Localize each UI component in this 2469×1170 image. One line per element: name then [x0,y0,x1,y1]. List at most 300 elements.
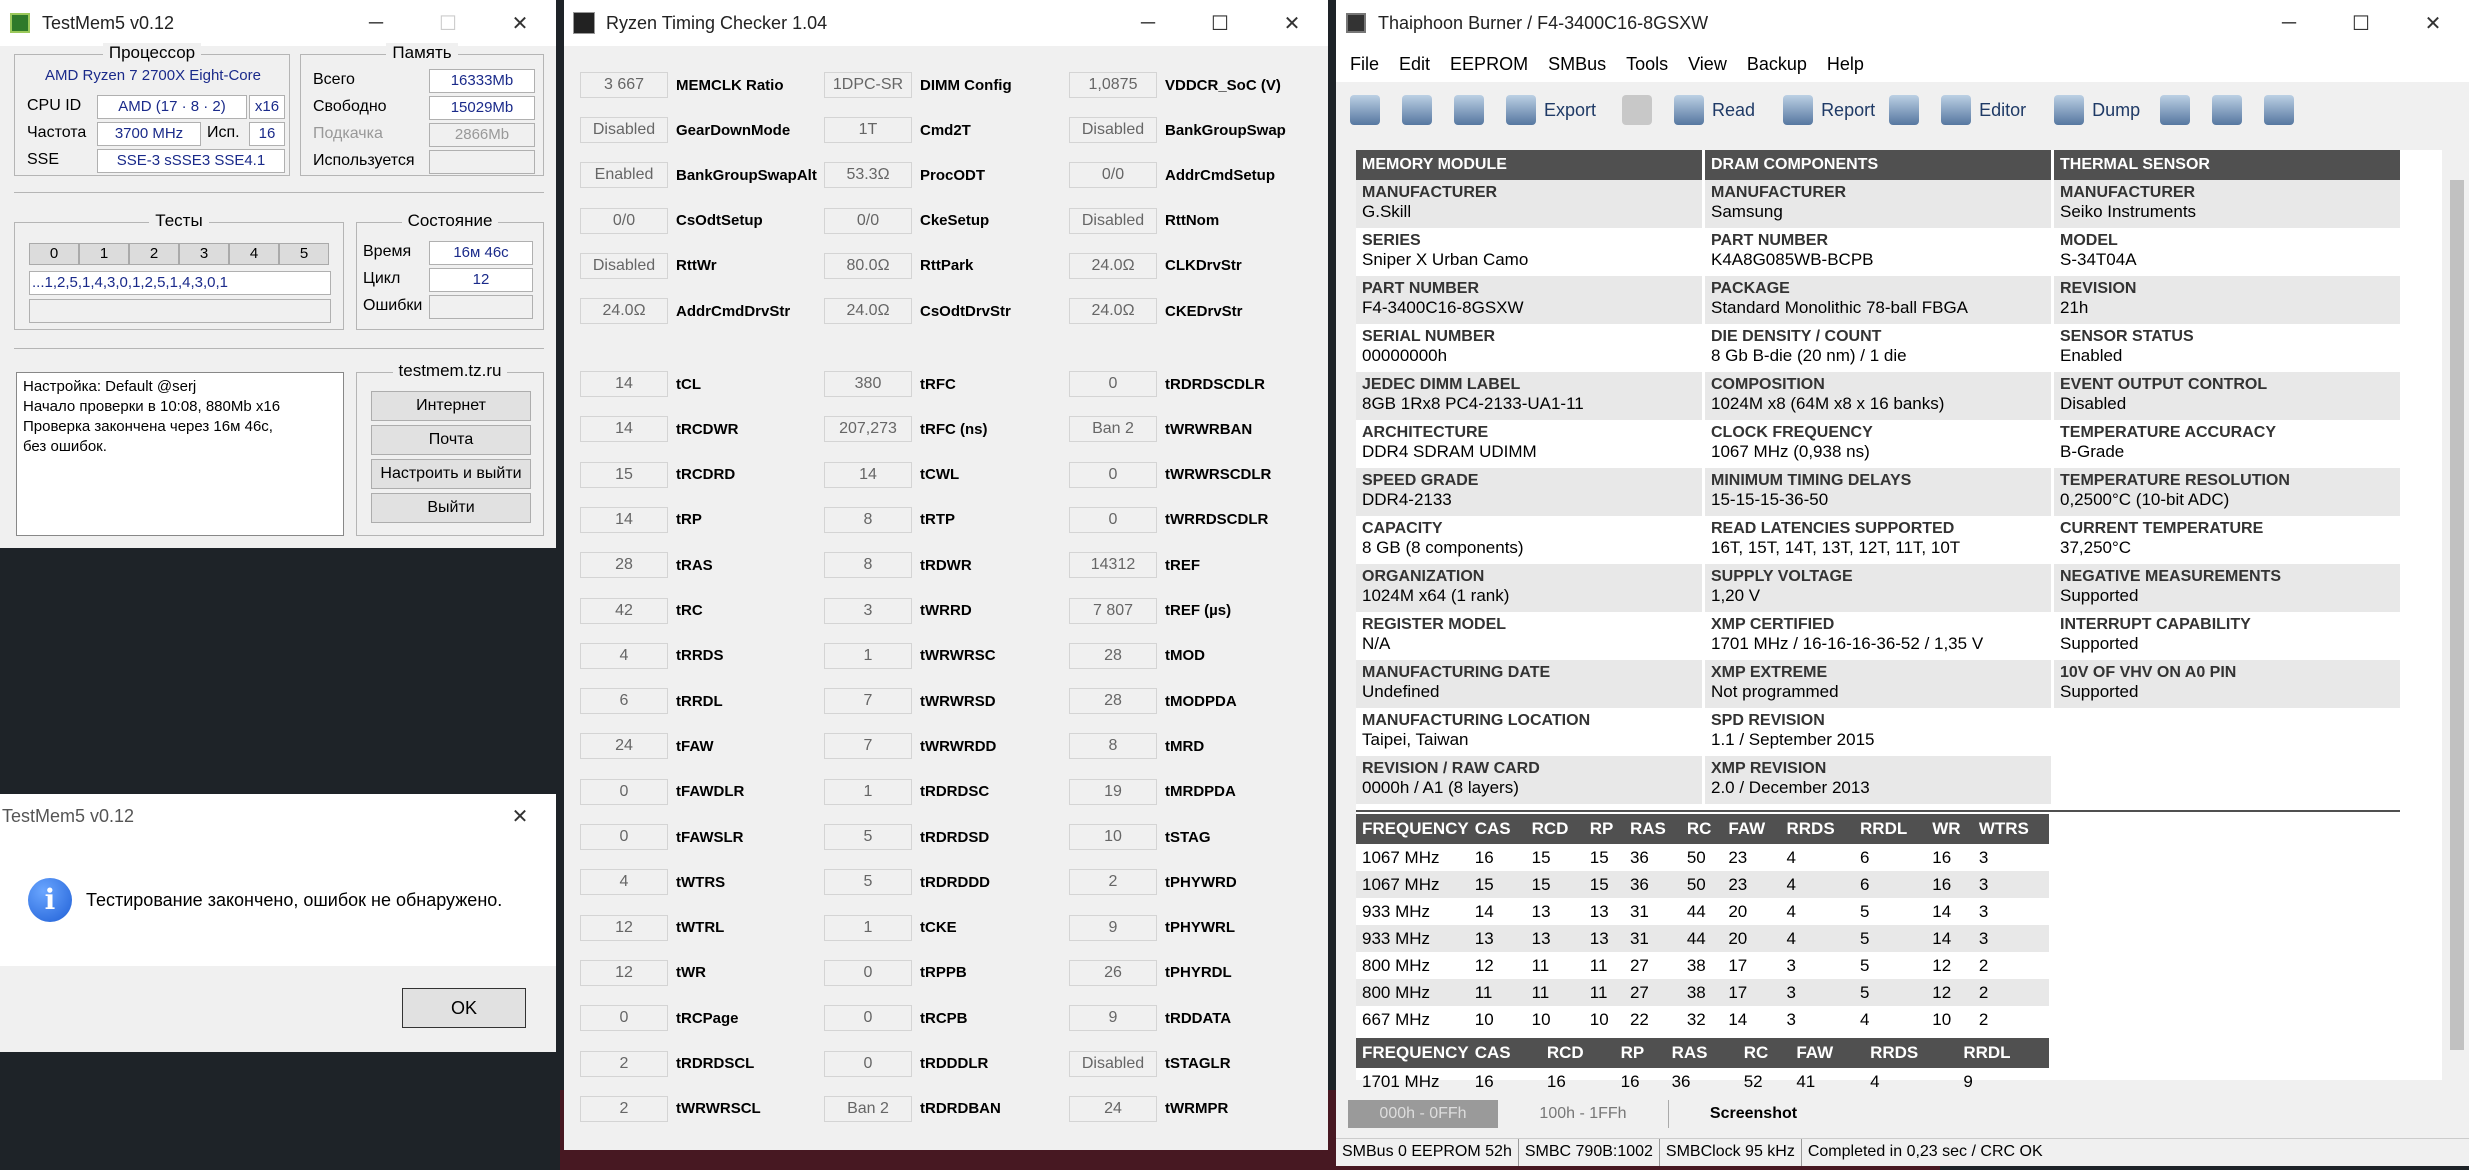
menu-file[interactable]: File [1350,53,1380,74]
timing-csodtdrvstr [824,298,1011,324]
menu-view[interactable]: View [1688,53,1727,74]
spd-field-value: 37,250°C [2060,538,2132,557]
table-cell: 11 [1526,979,1584,1006]
timing-value: 5 [824,824,912,850]
table-cell: 16 [1932,847,1952,867]
timing-tfawdlr [580,779,744,805]
timing-label: tWRRDSCDLR [1165,511,1269,529]
scrollbar-thumb[interactable] [2450,180,2464,1050]
spd-field-label: COMPOSITION [1711,376,1825,393]
timing-label: DIMM Config [920,76,1012,94]
tools-tool[interactable] [1889,95,1927,125]
timing-label: BankGroupSwap [1165,121,1286,139]
column-header: RRDL [1854,814,1926,844]
table-cell: 23 [1728,847,1748,867]
spd-field-value: N/A [1362,634,1391,653]
status-smbus: SMBus 0 EEPROM 52h [1336,1139,1519,1166]
table-cell: 12 [1474,955,1494,975]
table-cell: 16 [1926,871,1973,898]
table-cell: 2 [1973,979,2049,1006]
column-header: CAS [1469,814,1526,844]
timing-label: CKEDrvStr [1165,302,1243,320]
save-icon [1454,95,1484,125]
timing-trdrdban [824,1096,1001,1122]
table-cell: 4 [1780,925,1854,952]
table-cell: 17 [1722,979,1780,1006]
lock-tool[interactable] [1622,95,1660,125]
timing-tref [1069,552,1200,578]
timing-trrdl [580,688,723,714]
timing-label: tREF (µs) [1165,602,1232,619]
column-header: RC [1738,1038,1791,1068]
maximize-button[interactable]: ☐ [439,12,457,35]
timing-label: tWRWRBAN [1165,420,1253,438]
timing-label: tRDDDLR [920,1055,989,1072]
timing-label: tRCDWR [676,420,739,438]
spd-field-value: Not programmed [1711,682,1839,701]
timing-trddata [1069,1005,1231,1031]
spd-field-value: 0,2500°C (10-bit ADC) [2060,490,2230,509]
timing-value: 14 [580,416,668,442]
timing-trppb [824,960,967,986]
timing-value: 14 [580,507,668,533]
timing-value: 0/0 [1069,162,1157,188]
spd-field-value: Sniper X Urban Camo [1362,250,1529,269]
timing-value: 24.0Ω [580,298,668,324]
menu-tools[interactable]: Tools [1626,53,1669,74]
timing-label: tCWL [920,466,960,484]
spd-report [1356,150,2442,1091]
timing-trdrdsd [824,824,989,850]
table-row [1356,925,2049,952]
spd-field-label: JEDEC DIMM LABEL [1362,376,1521,393]
table-cell: 11 [1584,979,1624,1006]
timing-value: 8 [824,507,912,533]
timing-tmod [1069,643,1205,669]
mail-button[interactable]: Почта [371,425,531,455]
table-cell: 1701 MHz [1362,1071,1440,1091]
spd-field-label: EVENT OUTPUT CONTROL [2060,376,2268,393]
timing-label: tFAW [676,737,714,755]
table-cell: 36 [1624,871,1681,898]
log-box[interactable] [16,372,344,536]
close-button[interactable]: ✕ [511,12,529,35]
cpu-group-title: Процессор [103,43,201,62]
spd-field-label: XMP CERTIFIED [1711,616,1835,633]
column-header: FAW [1722,814,1780,844]
cpu-threads: x16 [249,95,285,119]
spd-field [2054,276,2400,324]
timing-memclk-ratio [580,72,784,98]
timing-label: tWRRD [920,602,972,619]
tab-000h[interactable]: 000h - 0FFh [1348,1100,1498,1128]
table-cell: 2 [1978,1009,1989,1029]
minimize-button[interactable]: ─ [2281,11,2297,34]
timing-value: 1T [824,117,912,143]
spd-field [1705,276,2051,324]
lock-icon [1622,95,1652,125]
test-number-row [29,243,329,265]
save-tool[interactable] [1454,95,1492,125]
table-cell: 10 [1474,1009,1494,1029]
table-cell: 5 [1860,901,1870,921]
timing-tcke [824,915,957,941]
dialog-title: TestMem5 v0.12 [2,805,135,826]
report-button[interactable] [1783,95,1875,125]
export-button[interactable] [1506,95,1596,125]
close-button[interactable]: ✕ [2424,12,2442,35]
spd-field-label: MANUFACTURING DATE [1362,664,1551,681]
spd-field [1356,324,1702,372]
editor-button[interactable] [1941,95,2026,125]
close-button[interactable]: ✕ [1283,12,1301,35]
maximize-button[interactable]: ☐ [1211,12,1229,35]
timing-label: tWTRS [676,873,726,891]
spd-field-label: REVISION [2060,280,2137,297]
export-icon [1506,95,1536,125]
table-cell: 44 [1686,901,1706,921]
timing-tphywrd [1069,869,1237,895]
timing-value: 24.0Ω [1069,298,1157,324]
timing-twrwrsc [824,643,996,669]
spd-field [1356,468,1702,516]
spd-field-value: Enabled [2060,346,2123,365]
table-cell: 16 [1546,1071,1566,1091]
timing-value: 3 667 [580,72,668,98]
table-row [1356,1006,2049,1033]
timing-frequency-table [1356,814,2049,1033]
tests-group-title: Тесты [149,211,208,230]
timing-label: tREF [1165,556,1200,574]
timing-trdrdscl [580,1051,754,1077]
timing-label: tSTAGLR [1165,1055,1231,1072]
table-cell: 11 [1589,955,1608,975]
column-header: RCD [1526,814,1584,844]
wave-tool[interactable] [2264,95,2302,125]
table-row [1356,844,2049,871]
timing-label: tRFC (ns) [920,420,988,438]
ok-button[interactable]: OK [402,988,526,1028]
column-header: WTRS [1973,814,2049,844]
timing-label: tRCPage [676,1009,739,1027]
timing-trfc [824,371,956,397]
time-label: Время [363,243,412,260]
timing-value: 4 [580,869,668,895]
minimize-button[interactable]: ─ [368,11,384,34]
settings-tool[interactable] [1350,95,1388,125]
timing-value: 24.0Ω [1069,253,1157,279]
open-tool[interactable] [1402,95,1440,125]
timing-tstaglr [1069,1051,1231,1077]
spd-field-label: SPD REVISION [1711,712,1825,729]
table-cell: 14 [1932,901,1952,921]
timing-label: tWRWRSD [920,692,996,710]
timing-value: 0/0 [580,208,668,234]
timing-trdrdsc [824,779,989,805]
spd-field-label: TEMPERATURE ACCURACY [2060,424,2276,441]
timing-value: 7 807 [1069,598,1157,624]
table-cell: 15 [1531,847,1551,867]
site-link[interactable]: testmem.tz.ru [393,361,508,380]
menu-help[interactable]: Help [1826,53,1864,74]
test-cell: 3 [179,243,229,265]
maximize-button[interactable]: ☐ [2352,12,2370,35]
table-cell: 16 [1474,1071,1494,1091]
status-completed: Completed in 0,23 sec / CRC OK [1807,1143,2043,1160]
timing-ckedrvstr [1069,298,1243,324]
tab-100h[interactable]: 100h - 1FFh [1539,1105,1627,1122]
timing-label: AddrCmdSetup [1165,166,1275,184]
table-row [1356,979,2049,1006]
table-cell: 4 [1870,1071,1880,1091]
table-cell: 22 [1629,1009,1649,1029]
timing-tphyrdl [1069,960,1232,986]
cpu-id-label: CPU ID [27,97,82,114]
column-header: RAS [1624,814,1681,844]
spd-field-value: 16T, 15T, 14T, 13T, 12T, 11T, 10T [1711,538,1961,557]
timing-label: tPHYWRD [1165,873,1237,891]
table-cell: 20 [1722,925,1780,952]
timing-label: tWR [676,964,706,982]
timing-trtp [824,507,955,533]
timing-value: 2 [1069,869,1157,895]
dialog-message: Тестирование закончено, ошибок не обнаружено. [86,890,503,910]
spd-field-label: MINIMUM TIMING DELAYS [1711,472,1912,489]
dump-button[interactable] [2054,95,2140,125]
spd-field-value: Supported [2060,634,2139,653]
timing-value: 0 [580,824,668,850]
timing-label: tPHYRDL [1165,964,1232,982]
table-cell: 933 MHz [1356,925,1469,952]
timing-label: tRDRDSC [920,783,990,801]
tab-screenshot[interactable]: Screenshot [1668,1100,1838,1128]
timing-ckesetup [824,208,989,234]
total-label: Всего [313,71,355,88]
menu-edit[interactable]: Edit [1399,53,1431,74]
log-line: Проверка закончена через 16м 46с, [23,418,273,435]
free-label: Свободно [313,98,387,115]
spd-field-label: MANUFACTURER [1362,184,1498,201]
timing-addrcmdsetup [1069,162,1275,188]
spd-field-label: NEGATIVE MEASUREMENTS [2060,568,2282,585]
timing-value: Disabled [1069,208,1157,234]
timing-trcdwr [580,416,738,442]
read-button[interactable] [1674,95,1755,125]
rtc-window [564,0,1328,1150]
menu-smbus[interactable]: SMBus [1548,53,1607,74]
spd-field-label: XMP EXTREME [1711,664,1828,681]
timing-value: 8 [824,552,912,578]
timing-label: tRDRDDD [920,873,990,891]
timing-label: tRTP [920,511,955,529]
timing-value: 380 [824,371,912,397]
spd-field-value: 1.1 / September 2015 [1711,730,1875,749]
tab-strip [1348,1100,1988,1128]
timing-label: ProcODT [920,166,986,184]
timing-label: tMOD [1165,647,1205,665]
spd-field-label: 10V OF VHV ON A0 PIN [2060,664,2237,681]
table-cell: 14 [1474,901,1494,921]
time-value: 16м 46с [429,241,533,265]
spd-field-value: G.Skill [1362,202,1412,221]
swap-label: Подкачка [313,125,383,142]
timing-label: tRP [676,511,702,529]
spd-field-value: Samsung [1711,202,1783,221]
errors-label: Ошибки [363,297,423,314]
timing-label: tWRMPR [1165,1100,1229,1118]
timing-bankgroupswapalt [580,162,817,188]
log-line: Начало проверки в 10:08, 880Mb x16 [23,398,281,415]
timing-value: 12 [580,915,668,941]
column-header: RAS [1666,1038,1738,1068]
timing-value: 0 [824,960,912,986]
timing-label: tRAS [676,556,713,574]
editor-label: Editor [1979,99,2027,120]
thaiphoon-title: Thaiphoon Burner / F4-3400C16-8GSXW [1378,12,1709,33]
spd-field-label: REGISTER MODEL [1362,616,1507,633]
timing-rttnom [1069,208,1219,234]
configure-exit-button[interactable]: Настроить и выйти [371,459,531,489]
spd-field-label: REVISION / RAW CARD [1362,760,1540,777]
table-cell: 800 MHz [1362,955,1431,975]
timing-value: 1 [824,915,912,941]
cpu-group [14,43,290,176]
timing-value: Disabled [580,117,668,143]
spd-field-value: 2.0 / December 2013 [1711,778,1870,797]
timing-label: tRDRDBAN [920,1100,1001,1118]
completion-dialog [0,794,556,1052]
section-header: DRAM COMPONENTS [1705,150,2051,180]
timing-twrwrscdlr [1069,462,1271,488]
timing-value: 28 [580,552,668,578]
free-value: 15029Mb [429,96,535,120]
spd-field-value: 8 Gb B-die (20 nm) / 1 die [1711,346,1907,365]
report-icon [1783,95,1813,125]
menu-eeprom[interactable]: EEPROM [1450,53,1529,74]
column-header: FREQUENCY [1356,814,1469,844]
dialog-close-button[interactable]: ✕ [511,805,529,828]
timing-tphywrl [1069,915,1235,941]
minimize-button[interactable]: ─ [1140,11,1156,34]
spd-field-label: SUPPLY VOLTAGE [1711,568,1853,585]
internet-button[interactable]: Интернет [371,391,531,421]
timing-addrcmddrvstr [580,298,790,324]
column-header: RP [1615,1038,1666,1068]
table-cell: 27 [1629,955,1649,975]
timing-value: 3 [824,598,912,624]
timing-twrrd [824,598,972,624]
sse-label: SSE [27,151,60,168]
timing-label: CkeSetup [920,212,990,230]
exit-button[interactable]: Выйти [371,493,531,523]
rtc-title: Ryzen Timing Checker 1.04 [606,12,828,33]
spd-field-label: MANUFACTURER [2060,184,2196,201]
timing-label: tRRDS [676,647,724,665]
timing-trdwr [824,552,972,578]
gear-icon [1350,95,1380,125]
timing-label: tWRWRSC [920,647,996,665]
document-icon [2212,95,2242,125]
timing-value: 0 [1069,371,1157,397]
timing-value: Enabled [580,162,668,188]
site-group [356,361,544,536]
spd-field-value: S-34T04A [2060,250,2137,269]
table-cell: 15 [1469,871,1526,898]
timing-value: 24.0Ω [824,298,912,324]
timing-tfaw [580,733,714,759]
timing-label: tWTRL [676,919,725,937]
spd-field-label: ARCHITECTURE [1362,424,1489,441]
doc-tool[interactable] [2212,95,2250,125]
timing-value: 0 [824,1005,912,1031]
column-header: RCD [1541,1038,1615,1068]
spd-field [1356,276,1702,324]
table-cell: 32 [1686,1009,1706,1029]
table-cell: 933 MHz [1362,901,1431,921]
waveform-icon [2264,95,2294,125]
spd-field-value: Seiko Instruments [2060,202,2197,221]
timing-label: tPHYWRL [1165,919,1235,937]
spd-field-value: 0000h / A1 (8 layers) [1362,778,1519,797]
toolbar [1336,84,2469,136]
swap-value: 2866Mb [429,123,535,147]
table-cell: 9 [1963,1071,1973,1091]
freq-value: 3700 MHz [97,122,201,146]
spd-field-value: Supported [2060,586,2139,605]
timing-value: Ban 2 [824,1096,912,1122]
testmem-titlebar [0,0,556,46]
spd-field [1705,708,2051,756]
table-cell: 13 [1531,901,1551,921]
memory-group-title: Память [386,43,457,62]
status-smbc: SMBC 790B:1002 [1519,1139,1660,1166]
table-cell: 11 [1531,955,1550,975]
editor-icon [1941,95,1971,125]
table-cell: 15 [1584,871,1624,898]
used-label: Исп. [207,124,240,141]
spd-field-label: DIE DENSITY / COUNT [1711,328,1882,345]
timing-csodtsetup [580,208,763,234]
timing-label: tRRDL [676,692,723,710]
section-header: MEMORY MODULE [1356,150,1702,180]
table-cell: 3 [1780,979,1854,1006]
timing-label: tMRD [1165,737,1205,755]
chip-tool[interactable] [2160,95,2198,125]
thermal-sensor-column [2054,150,2400,708]
table-cell: 4 [1786,847,1796,867]
dialog-titlebar [0,794,556,838]
test-cell: 1 [79,243,129,265]
table-cell: 50 [1681,871,1722,898]
table-cell: 3 [1978,847,1989,867]
dram-components-column [1705,150,2051,804]
spd-field-value: F4-3400C16-8GSXW [1362,298,1524,317]
timing-label: GearDownMode [676,121,791,139]
table-cell: 3 [1973,925,2049,952]
timing-rttpark [824,253,973,279]
state-group-title: Состояние [402,211,499,230]
vertical-scrollbar[interactable] [2447,150,2467,1080]
timing-label: tRDRDSCDLR [1165,375,1265,393]
spd-field-label: INTERRUPT CAPABILITY [2060,616,2251,633]
spd-field-label: PACKAGE [1711,280,1790,297]
timing-twrwrban [1069,416,1252,442]
table-cell: 14 [1926,925,1973,952]
spd-field-label: MODEL [2060,232,2118,249]
menu-backup[interactable]: Backup [1746,53,1807,74]
test-cell: 2 [129,243,179,265]
timing-label: CLKDrvStr [1165,257,1242,275]
